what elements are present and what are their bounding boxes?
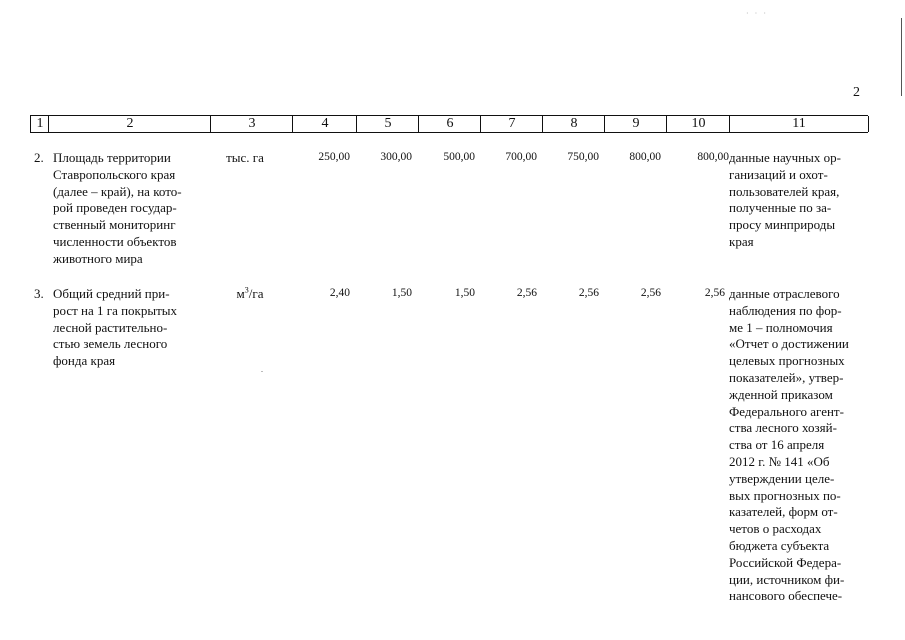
indicator-line: Площадь территории [53,150,171,165]
indicator-name [53,150,208,268]
value-cell: 2,56 [578,287,599,299]
column-number-4: 4 [292,116,357,132]
indicator-line: ственный мониторинг [53,217,176,233]
source-line: пользователей края, [729,183,840,199]
value-cell: 1,50 [391,287,412,299]
value-cell: 800,00 [697,151,729,163]
source-line: ства от 16 апреля [729,437,825,453]
column-number-9: 9 [604,116,667,132]
indicator-line: численности объектов [53,233,177,249]
value-cell: 2,56 [704,287,725,299]
page-number: 2 [853,85,860,100]
source-line: данные научных ор- [729,150,841,165]
value-cell: 800,00 [629,151,661,163]
column-number-7: 7 [480,116,543,132]
unit-tail: /га [248,286,264,301]
value-cell: 2,56 [640,287,661,299]
value-cell: 700,00 [505,151,537,163]
source-line: утверждении целе- [729,470,835,486]
source-line: наблюдения по фор- [729,302,842,318]
column-number-10: 10 [666,116,730,132]
value-cell: 2,40 [329,287,350,299]
source-line: «Отчет о достижении [729,336,849,352]
column-number-8: 8 [542,116,605,132]
unit-of-measure: тыс. га [226,150,264,165]
value-cell: 500,00 [443,151,475,163]
source-line: данные отраслевого [729,286,840,301]
value-cell: 2,56 [516,287,537,299]
source-line: ции, источником фи- [729,571,845,587]
column-number-3: 3 [210,116,293,132]
value-cell: 300,00 [380,151,412,163]
unit-base: м [236,286,245,301]
source-line: четов о расходах [729,521,822,537]
indicator-line: стью земель лесного [53,336,168,352]
source-line: просу минприроды [729,217,836,233]
indicator-line: рой проведен государ- [53,200,177,216]
column-number-1: 1 [30,116,49,132]
indicator-line: (далее – край), на кото- [53,183,182,199]
indicator-line: Общий средний при- [53,286,170,301]
source-line: Российской Федера- [729,554,842,570]
column-number-11: 11 [729,116,869,132]
source-line: казателей, форм от- [729,504,838,520]
source-line: бюджета субъекта [729,537,830,553]
column-number-header [30,115,868,133]
data-source [729,150,870,251]
source-line: 2012 г. № 141 «Об [729,453,830,469]
indicator-line: животного мира [53,250,143,266]
scan-artifact [261,371,263,372]
source-line: показателей», утвер- [729,369,844,385]
indicator-line: лесной растительно- [53,319,168,335]
source-line: Федерального агент- [729,403,844,419]
indicator-name [53,286,208,370]
source-line: ганизаций и охот- [729,166,828,182]
source-line: вых прогнозных по- [729,487,841,503]
source-line: жденной приказом [729,386,833,402]
source-line: ме 1 – полномочия [729,319,833,335]
indicator-line: Ставропольского края [53,166,176,182]
value-cell: 1,50 [454,287,475,299]
source-line: нансового обеспече- [729,588,843,604]
source-line: ства лесного хозяй- [729,420,837,436]
indicator-line: рост на 1 га покрытых [53,302,178,318]
value-cell: 250,00 [318,151,350,163]
page-edge-line [901,18,902,96]
source-line: целевых прогнозных [729,353,845,369]
source-line: края [729,233,754,249]
row-number: 3. [34,286,44,301]
value-cell: 750,00 [567,151,599,163]
column-number-6: 6 [418,116,481,132]
unit-superscript: 3 [244,285,249,295]
column-number-5: 5 [356,116,419,132]
source-line: полученные по за- [729,200,832,216]
scan-dots: · · · [746,9,768,18]
data-source [729,286,870,605]
column-number-2: 2 [48,116,211,132]
row-number: 2. [34,150,44,165]
indicator-line: фонда края [53,353,116,369]
unit-of-measure [220,286,280,302]
